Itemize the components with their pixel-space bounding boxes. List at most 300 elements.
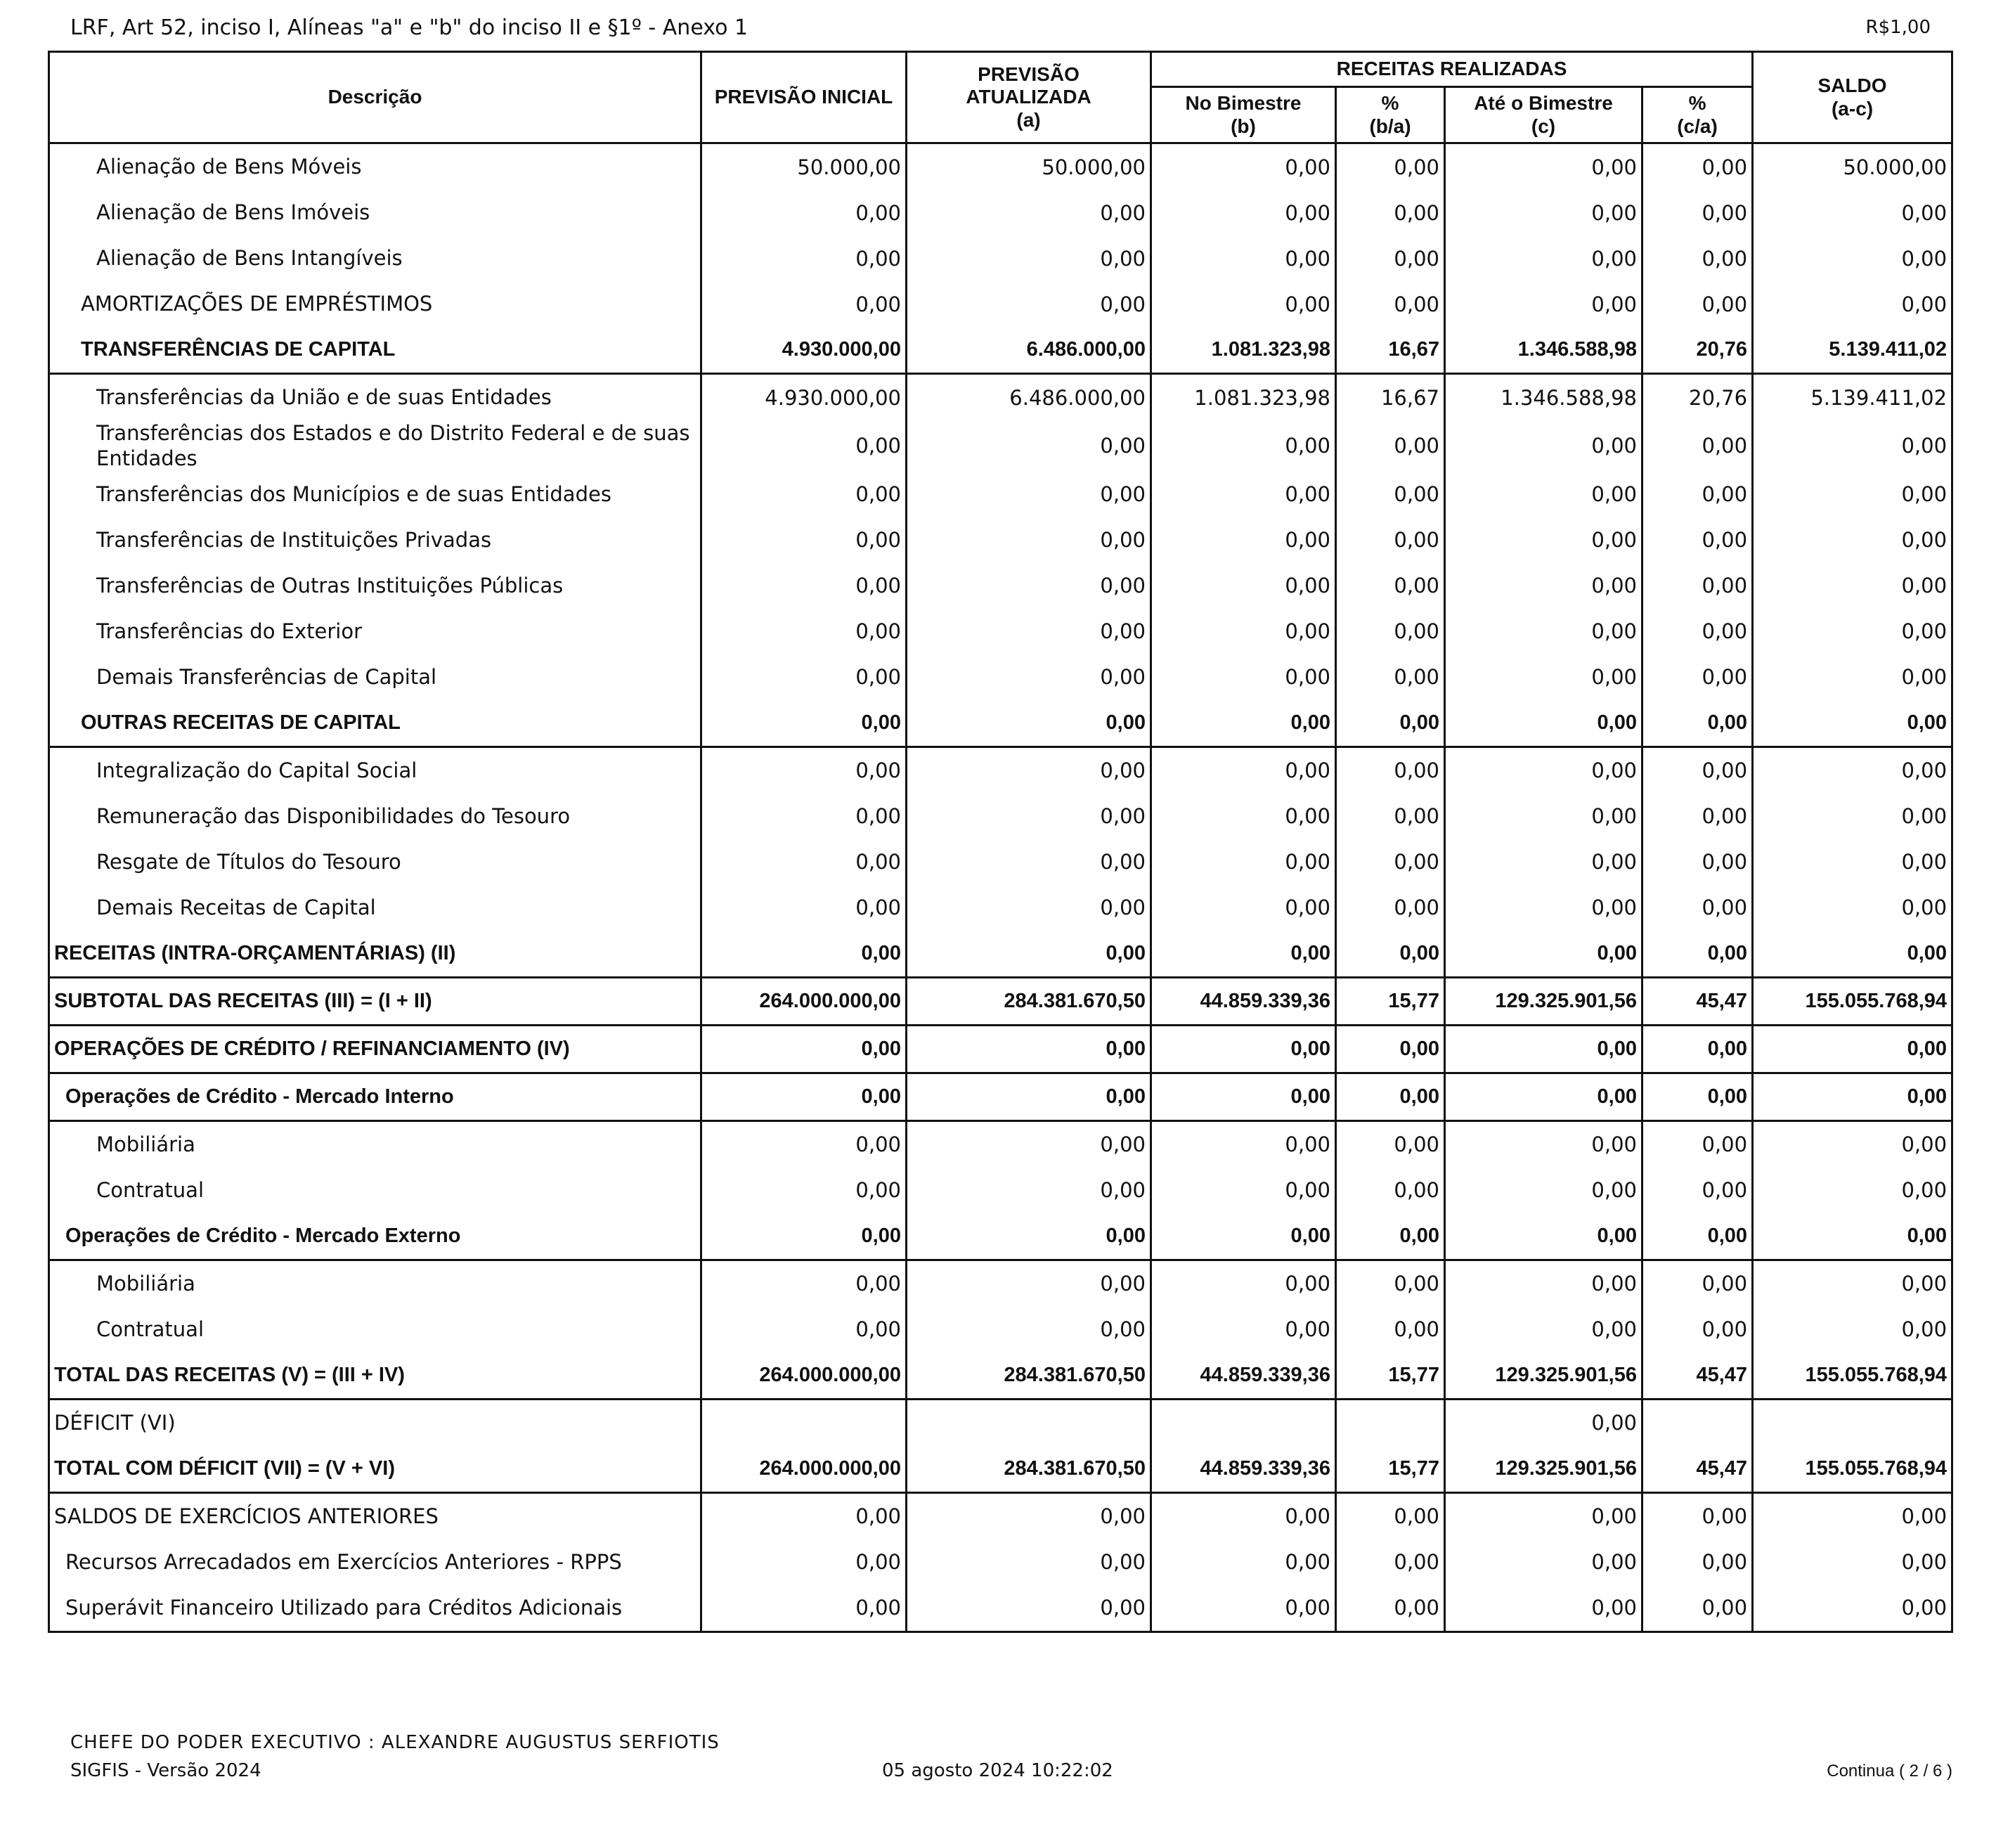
- report-title: LRF, Art 52, inciso I, Alíneas "a" e "b" do inciso II e §1º - Anexo 1: [70, 15, 748, 40]
- cell-previsao-atualizada: 0,00: [907, 1260, 1151, 1307]
- cell-no-bimestre: 0,00: [1151, 281, 1336, 327]
- table-row: [49, 563, 1952, 609]
- cell-pct-ba: 0,00: [1336, 517, 1445, 563]
- cell-pct-ca: 0,00: [1642, 281, 1753, 327]
- cell-pct-ba: 0,00: [1336, 839, 1445, 885]
- cell-pct-ca: 0,00: [1642, 931, 1753, 978]
- cell-previsao-atualizada: 0,00: [907, 563, 1151, 609]
- cell-no-bimestre: 0,00: [1151, 1585, 1336, 1632]
- cell-pct-ba: 0,00: [1336, 1492, 1445, 1539]
- table-row: [49, 1073, 1952, 1120]
- cell-pct-ca: 0,00: [1642, 794, 1753, 839]
- cell-previsao-atualizada: 284.381.670,50: [907, 977, 1151, 1025]
- table-row: [49, 327, 1952, 374]
- cell-pct-ca: 0,00: [1642, 190, 1753, 235]
- cell-ate-bimestre: 1.346.588,98: [1445, 374, 1642, 421]
- cell-pct-ba: 0,00: [1336, 420, 1445, 472]
- cell-pct-ca: 0,00: [1642, 1492, 1753, 1539]
- cell-previsao-atualizada: 0,00: [907, 517, 1151, 563]
- cell-previsao-atualizada: 0,00: [907, 1025, 1151, 1073]
- cell-previsao-inicial: 0,00: [701, 1585, 907, 1632]
- cell-pct-ba: 0,00: [1336, 1073, 1445, 1120]
- cell-previsao-inicial: 0,00: [701, 794, 907, 839]
- cell-previsao-inicial: [701, 1399, 907, 1446]
- cell-pct-ba: 15,77: [1336, 1352, 1445, 1400]
- cell-pct-ca: 0,00: [1642, 235, 1753, 281]
- row-description: Contratual: [49, 1168, 701, 1213]
- footer-page-indicator: Continua ( 2 / 6 ): [1827, 1762, 1952, 1781]
- table-row: [49, 420, 1952, 472]
- cell-saldo: 0,00: [1753, 420, 1952, 472]
- cell-pct-ca: 45,47: [1642, 977, 1753, 1025]
- cell-previsao-inicial: 0,00: [701, 1307, 907, 1352]
- table-row: [49, 1213, 1952, 1260]
- cell-pct-ca: 0,00: [1642, 1213, 1753, 1260]
- cell-pct-ba: 15,77: [1336, 977, 1445, 1025]
- row-description: OPERAÇÕES DE CRÉDITO / REFINANCIAMENTO (IV): [49, 1025, 701, 1073]
- cell-previsao-atualizada: 0,00: [907, 1307, 1151, 1352]
- cell-previsao-atualizada: 50.000,00: [907, 143, 1151, 190]
- row-description: Transferências de Instituições Privadas: [49, 517, 701, 563]
- cell-ate-bimestre: 0,00: [1445, 1260, 1642, 1307]
- row-description: OUTRAS RECEITAS DE CAPITAL: [49, 700, 701, 747]
- cell-no-bimestre: 1.081.323,98: [1151, 374, 1336, 421]
- table-row: [49, 472, 1952, 517]
- cell-previsao-inicial: 0,00: [701, 1260, 907, 1307]
- row-description: Transferências da União e de suas Entidades: [49, 374, 701, 421]
- cell-pct-ca: 0,00: [1642, 700, 1753, 747]
- currency-unit: R$1,00: [1865, 17, 1931, 38]
- cell-no-bimestre: 0,00: [1151, 794, 1336, 839]
- cell-previsao-inicial: 0,00: [701, 1539, 907, 1585]
- table-body: [49, 143, 1952, 1632]
- cell-previsao-inicial: 0,00: [701, 700, 907, 747]
- cell-ate-bimestre: 0,00: [1445, 1399, 1642, 1446]
- cell-ate-bimestre: 0,00: [1445, 1168, 1642, 1213]
- cell-previsao-atualizada: 0,00: [907, 420, 1151, 472]
- cell-saldo: 0,00: [1753, 517, 1952, 563]
- cell-previsao-atualizada: 0,00: [907, 700, 1151, 747]
- row-description: Alienação de Bens Intangíveis: [49, 235, 701, 281]
- column-header-previsao-atualizada: PREVISÃO ATUALIZADA (a): [907, 52, 1151, 143]
- cell-pct-ba: 16,67: [1336, 327, 1445, 374]
- cell-pct-ba: 0,00: [1336, 700, 1445, 747]
- cell-no-bimestre: 44.859.339,36: [1151, 1446, 1336, 1493]
- footer-system-version: SIGFIS - Versão 2024: [70, 1760, 261, 1781]
- column-header-ate-bimestre: Até o Bimestre (c): [1445, 87, 1642, 143]
- cell-saldo: 0,00: [1753, 1213, 1952, 1260]
- cell-saldo: 0,00: [1753, 1168, 1952, 1213]
- cell-no-bimestre: 44.859.339,36: [1151, 1352, 1336, 1400]
- cell-saldo: 0,00: [1753, 839, 1952, 885]
- cell-previsao-inicial: 0,00: [701, 654, 907, 700]
- budget-execution-table: [48, 51, 1953, 1633]
- cell-no-bimestre: 0,00: [1151, 563, 1336, 609]
- cell-previsao-inicial: 0,00: [701, 1120, 907, 1168]
- table-row: [49, 1492, 1952, 1539]
- cell-ate-bimestre: 0,00: [1445, 654, 1642, 700]
- cell-pct-ca: 0,00: [1642, 1073, 1753, 1120]
- table-row: [49, 700, 1952, 747]
- table-row: [49, 190, 1952, 235]
- cell-previsao-inicial: 0,00: [701, 517, 907, 563]
- cell-saldo: 5.139.411,02: [1753, 327, 1952, 374]
- cell-pct-ba: 0,00: [1336, 747, 1445, 794]
- cell-previsao-inicial: 0,00: [701, 747, 907, 794]
- cell-previsao-inicial: 264.000.000,00: [701, 1446, 907, 1493]
- column-header-descricao: Descrição: [49, 52, 701, 143]
- table-row: [49, 1120, 1952, 1168]
- row-description: Transferências dos Municípios e de suas Entidades: [49, 472, 701, 517]
- cell-saldo: [1753, 1399, 1952, 1446]
- column-header-pct-ba: % (b/a): [1336, 87, 1445, 143]
- cell-ate-bimestre: 0,00: [1445, 700, 1642, 747]
- table-row: [49, 839, 1952, 885]
- cell-no-bimestre: 0,00: [1151, 190, 1336, 235]
- table-row: [49, 143, 1952, 190]
- row-description: Operações de Crédito - Mercado Externo: [49, 1213, 701, 1260]
- cell-previsao-atualizada: 0,00: [907, 1073, 1151, 1120]
- cell-saldo: 0,00: [1753, 654, 1952, 700]
- cell-pct-ca: 0,00: [1642, 1539, 1753, 1585]
- cell-pct-ca: 0,00: [1642, 143, 1753, 190]
- table-row: [49, 609, 1952, 654]
- cell-ate-bimestre: 0,00: [1445, 931, 1642, 978]
- cell-no-bimestre: 44.859.339,36: [1151, 977, 1336, 1025]
- table-row: [49, 794, 1952, 839]
- cell-saldo: 0,00: [1753, 931, 1952, 978]
- table-row: [49, 517, 1952, 563]
- cell-ate-bimestre: 0,00: [1445, 472, 1642, 517]
- cell-no-bimestre: 0,00: [1151, 1168, 1336, 1213]
- cell-pct-ca: 0,00: [1642, 609, 1753, 654]
- cell-previsao-atualizada: 0,00: [907, 747, 1151, 794]
- cell-previsao-atualizada: 0,00: [907, 885, 1151, 931]
- cell-ate-bimestre: 0,00: [1445, 794, 1642, 839]
- cell-no-bimestre: 0,00: [1151, 420, 1336, 472]
- cell-saldo: 0,00: [1753, 1585, 1952, 1632]
- cell-saldo: 0,00: [1753, 281, 1952, 327]
- cell-pct-ba: 15,77: [1336, 1446, 1445, 1493]
- cell-saldo: 0,00: [1753, 1492, 1952, 1539]
- cell-previsao-atualizada: 6.486.000,00: [907, 327, 1151, 374]
- table-row: [49, 1399, 1952, 1446]
- cell-previsao-atualizada: 0,00: [907, 1539, 1151, 1585]
- cell-previsao-atualizada: 0,00: [907, 190, 1151, 235]
- cell-saldo: 155.055.768,94: [1753, 1352, 1952, 1400]
- row-description: Contratual: [49, 1307, 701, 1352]
- cell-no-bimestre: 0,00: [1151, 931, 1336, 978]
- cell-no-bimestre: 0,00: [1151, 1260, 1336, 1307]
- footer-executive-chief: CHEFE DO PODER EXECUTIVO : ALEXANDRE AUGUSTUS SERFIOTIS: [70, 1732, 720, 1753]
- table-row: [49, 1446, 1952, 1493]
- cell-pct-ca: 45,47: [1642, 1446, 1753, 1493]
- table-row: [49, 1585, 1952, 1632]
- table-row: [49, 281, 1952, 327]
- cell-ate-bimestre: 1.346.588,98: [1445, 327, 1642, 374]
- cell-pct-ba: 0,00: [1336, 1025, 1445, 1073]
- cell-previsao-inicial: 0,00: [701, 1213, 907, 1260]
- row-description: Mobiliária: [49, 1260, 701, 1307]
- cell-previsao-atualizada: [907, 1399, 1151, 1446]
- cell-no-bimestre: 0,00: [1151, 839, 1336, 885]
- cell-previsao-inicial: 264.000.000,00: [701, 977, 907, 1025]
- cell-pct-ba: 0,00: [1336, 931, 1445, 978]
- row-description: Recursos Arrecadados em Exercícios Anteriores - RPPS: [49, 1539, 701, 1585]
- cell-saldo: 0,00: [1753, 1120, 1952, 1168]
- cell-saldo: 5.139.411,02: [1753, 374, 1952, 421]
- row-description: Transferências dos Estados e do Distrito Federal e de suas Entidades: [49, 420, 701, 472]
- cell-ate-bimestre: 129.325.901,56: [1445, 1446, 1642, 1493]
- table-row: [49, 235, 1952, 281]
- cell-saldo: 0,00: [1753, 1260, 1952, 1307]
- cell-previsao-inicial: 0,00: [701, 1492, 907, 1539]
- cell-no-bimestre: 0,00: [1151, 654, 1336, 700]
- cell-pct-ca: 0,00: [1642, 1585, 1753, 1632]
- cell-ate-bimestre: 0,00: [1445, 1213, 1642, 1260]
- cell-saldo: 0,00: [1753, 190, 1952, 235]
- cell-pct-ba: 0,00: [1336, 654, 1445, 700]
- cell-pct-ca: 45,47: [1642, 1352, 1753, 1400]
- cell-ate-bimestre: 0,00: [1445, 517, 1642, 563]
- column-header-pct-ca: % (c/a): [1642, 87, 1753, 143]
- cell-saldo: 0,00: [1753, 1307, 1952, 1352]
- table-row: [49, 747, 1952, 794]
- cell-pct-ba: 0,00: [1336, 1307, 1445, 1352]
- cell-pct-ba: 0,00: [1336, 235, 1445, 281]
- table-row: [49, 374, 1952, 421]
- cell-previsao-inicial: 0,00: [701, 1168, 907, 1213]
- cell-previsao-inicial: 0,00: [701, 839, 907, 885]
- cell-ate-bimestre: 0,00: [1445, 190, 1642, 235]
- row-description: Resgate de Títulos do Tesouro: [49, 839, 701, 885]
- cell-saldo: 155.055.768,94: [1753, 977, 1952, 1025]
- cell-saldo: 0,00: [1753, 472, 1952, 517]
- cell-pct-ca: 20,76: [1642, 327, 1753, 374]
- column-header-saldo: SALDO (a-c): [1753, 52, 1952, 143]
- cell-no-bimestre: 1.081.323,98: [1151, 327, 1336, 374]
- cell-previsao-inicial: 4.930.000,00: [701, 374, 907, 421]
- cell-saldo: 50.000,00: [1753, 143, 1952, 190]
- table-row: [49, 1352, 1952, 1400]
- cell-saldo: 0,00: [1753, 235, 1952, 281]
- cell-previsao-inicial: 0,00: [701, 235, 907, 281]
- cell-previsao-inicial: 0,00: [701, 931, 907, 978]
- cell-previsao-atualizada: 0,00: [907, 472, 1151, 517]
- cell-saldo: 0,00: [1753, 563, 1952, 609]
- cell-ate-bimestre: 129.325.901,56: [1445, 977, 1642, 1025]
- cell-ate-bimestre: 0,00: [1445, 1120, 1642, 1168]
- cell-pct-ba: 0,00: [1336, 1260, 1445, 1307]
- row-description: Mobiliária: [49, 1120, 701, 1168]
- cell-ate-bimestre: 0,00: [1445, 747, 1642, 794]
- cell-pct-ca: 0,00: [1642, 885, 1753, 931]
- table-row: [49, 1260, 1952, 1307]
- cell-ate-bimestre: 0,00: [1445, 1539, 1642, 1585]
- row-description: RECEITAS (INTRA-ORÇAMENTÁRIAS) (II): [49, 931, 701, 978]
- table-row: [49, 1168, 1952, 1213]
- cell-previsao-atualizada: 0,00: [907, 609, 1151, 654]
- cell-ate-bimestre: 0,00: [1445, 609, 1642, 654]
- column-header-previsao-inicial: PREVISÃO INICIAL: [701, 52, 907, 143]
- cell-pct-ba: 0,00: [1336, 190, 1445, 235]
- cell-ate-bimestre: 0,00: [1445, 1307, 1642, 1352]
- cell-pct-ca: 0,00: [1642, 839, 1753, 885]
- cell-previsao-inicial: 264.000.000,00: [701, 1352, 907, 1400]
- column-header-receitas-realizadas: RECEITAS REALIZADAS: [1151, 52, 1753, 87]
- cell-no-bimestre: 0,00: [1151, 235, 1336, 281]
- cell-ate-bimestre: 0,00: [1445, 281, 1642, 327]
- row-description: DÉFICIT (VI): [49, 1399, 701, 1446]
- cell-previsao-inicial: 0,00: [701, 885, 907, 931]
- footer-datetime: 05 agosto 2024 10:22:02: [882, 1760, 1113, 1781]
- cell-no-bimestre: 0,00: [1151, 885, 1336, 931]
- row-description: TOTAL COM DÉFICIT (VII) = (V + VI): [49, 1446, 701, 1493]
- cell-previsao-inicial: 0,00: [701, 190, 907, 235]
- cell-previsao-atualizada: 0,00: [907, 235, 1151, 281]
- row-description: Integralização do Capital Social: [49, 747, 701, 794]
- cell-previsao-atualizada: 0,00: [907, 794, 1151, 839]
- row-description: Alienação de Bens Móveis: [49, 143, 701, 190]
- cell-saldo: 0,00: [1753, 747, 1952, 794]
- cell-ate-bimestre: 0,00: [1445, 1492, 1642, 1539]
- cell-pct-ca: 0,00: [1642, 1168, 1753, 1213]
- cell-no-bimestre: 0,00: [1151, 1120, 1336, 1168]
- cell-no-bimestre: 0,00: [1151, 143, 1336, 190]
- row-description: Demais Transferências de Capital: [49, 654, 701, 700]
- cell-saldo: 0,00: [1753, 700, 1952, 747]
- cell-previsao-atualizada: 0,00: [907, 931, 1151, 978]
- cell-ate-bimestre: 0,00: [1445, 143, 1642, 190]
- cell-pct-ca: 20,76: [1642, 374, 1753, 421]
- cell-pct-ba: 0,00: [1336, 1168, 1445, 1213]
- cell-ate-bimestre: 0,00: [1445, 1025, 1642, 1073]
- cell-pct-ba: 0,00: [1336, 281, 1445, 327]
- cell-previsao-atualizada: 0,00: [907, 839, 1151, 885]
- row-description: Alienação de Bens Imóveis: [49, 190, 701, 235]
- cell-previsao-inicial: 0,00: [701, 281, 907, 327]
- cell-previsao-inicial: 4.930.000,00: [701, 327, 907, 374]
- cell-no-bimestre: 0,00: [1151, 747, 1336, 794]
- table-row: [49, 1025, 1952, 1073]
- cell-ate-bimestre: 0,00: [1445, 235, 1642, 281]
- cell-ate-bimestre: 0,00: [1445, 1073, 1642, 1120]
- cell-saldo: 0,00: [1753, 609, 1952, 654]
- cell-no-bimestre: 0,00: [1151, 1539, 1336, 1585]
- cell-previsao-atualizada: 0,00: [907, 281, 1151, 327]
- table-row: [49, 885, 1952, 931]
- cell-previsao-inicial: 0,00: [701, 609, 907, 654]
- cell-pct-ca: 0,00: [1642, 654, 1753, 700]
- cell-previsao-atualizada: 0,00: [907, 1168, 1151, 1213]
- cell-no-bimestre: [1151, 1399, 1336, 1446]
- cell-no-bimestre: 0,00: [1151, 1025, 1336, 1073]
- cell-previsao-atualizada: 0,00: [907, 1492, 1151, 1539]
- cell-pct-ca: 0,00: [1642, 517, 1753, 563]
- cell-pct-ba: 0,00: [1336, 563, 1445, 609]
- cell-pct-ca: 0,00: [1642, 420, 1753, 472]
- cell-pct-ba: 0,00: [1336, 1213, 1445, 1260]
- cell-saldo: 0,00: [1753, 1025, 1952, 1073]
- cell-previsao-inicial: 0,00: [701, 420, 907, 472]
- cell-pct-ca: 0,00: [1642, 1120, 1753, 1168]
- row-description: Demais Receitas de Capital: [49, 885, 701, 931]
- cell-no-bimestre: 0,00: [1151, 1307, 1336, 1352]
- cell-previsao-inicial: 0,00: [701, 563, 907, 609]
- cell-no-bimestre: 0,00: [1151, 517, 1336, 563]
- cell-ate-bimestre: 0,00: [1445, 839, 1642, 885]
- row-description: Superávit Financeiro Utilizado para Créditos Adicionais: [49, 1585, 701, 1632]
- cell-saldo: 0,00: [1753, 1073, 1952, 1120]
- cell-no-bimestre: 0,00: [1151, 1073, 1336, 1120]
- cell-saldo: 0,00: [1753, 885, 1952, 931]
- cell-saldo: 155.055.768,94: [1753, 1446, 1952, 1493]
- cell-pct-ca: 0,00: [1642, 747, 1753, 794]
- cell-pct-ba: 0,00: [1336, 885, 1445, 931]
- cell-pct-ba: 0,00: [1336, 1120, 1445, 1168]
- cell-no-bimestre: 0,00: [1151, 609, 1336, 654]
- cell-ate-bimestre: 129.325.901,56: [1445, 1352, 1642, 1400]
- cell-pct-ca: [1642, 1399, 1753, 1446]
- row-description: SALDOS DE EXERCÍCIOS ANTERIORES: [49, 1492, 701, 1539]
- row-description: Transferências do Exterior: [49, 609, 701, 654]
- cell-no-bimestre: 0,00: [1151, 1492, 1336, 1539]
- cell-previsao-inicial: 0,00: [701, 1025, 907, 1073]
- table-row: [49, 931, 1952, 978]
- cell-ate-bimestre: 0,00: [1445, 563, 1642, 609]
- row-description: Remuneração das Disponibilidades do Tesouro: [49, 794, 701, 839]
- cell-ate-bimestre: 0,00: [1445, 420, 1642, 472]
- cell-ate-bimestre: 0,00: [1445, 885, 1642, 931]
- cell-pct-ba: 0,00: [1336, 794, 1445, 839]
- cell-no-bimestre: 0,00: [1151, 700, 1336, 747]
- table-row: [49, 1307, 1952, 1352]
- cell-pct-ba: 0,00: [1336, 609, 1445, 654]
- cell-pct-ba: [1336, 1399, 1445, 1446]
- table-row: [49, 977, 1952, 1025]
- cell-pct-ca: 0,00: [1642, 1260, 1753, 1307]
- row-description: Transferências de Outras Instituições Públicas: [49, 563, 701, 609]
- cell-pct-ba: 16,67: [1336, 374, 1445, 421]
- row-description: TRANSFERÊNCIAS DE CAPITAL: [49, 327, 701, 374]
- column-header-no-bimestre: No Bimestre (b): [1151, 87, 1336, 143]
- cell-previsao-inicial: 50.000,00: [701, 143, 907, 190]
- cell-saldo: 0,00: [1753, 1539, 1952, 1585]
- table-row: [49, 1539, 1952, 1585]
- cell-previsao-atualizada: 0,00: [907, 1213, 1151, 1260]
- table-row: [49, 654, 1952, 700]
- cell-ate-bimestre: 0,00: [1445, 1585, 1642, 1632]
- cell-previsao-inicial: 0,00: [701, 472, 907, 517]
- cell-previsao-atualizada: 284.381.670,50: [907, 1352, 1151, 1400]
- cell-pct-ba: 0,00: [1336, 143, 1445, 190]
- row-description: Operações de Crédito - Mercado Interno: [49, 1073, 701, 1120]
- cell-saldo: 0,00: [1753, 794, 1952, 839]
- cell-previsao-atualizada: 6.486.000,00: [907, 374, 1151, 421]
- row-description: TOTAL DAS RECEITAS (V) = (III + IV): [49, 1352, 701, 1400]
- cell-pct-ba: 0,00: [1336, 1539, 1445, 1585]
- cell-pct-ba: 0,00: [1336, 472, 1445, 517]
- row-description: SUBTOTAL DAS RECEITAS (III) = (I + II): [49, 977, 701, 1025]
- row-description: AMORTIZAÇÕES DE EMPRÉSTIMOS: [49, 281, 701, 327]
- cell-previsao-inicial: 0,00: [701, 1073, 907, 1120]
- cell-previsao-atualizada: 0,00: [907, 654, 1151, 700]
- cell-pct-ca: 0,00: [1642, 563, 1753, 609]
- cell-pct-ca: 0,00: [1642, 472, 1753, 517]
- cell-previsao-atualizada: 0,00: [907, 1120, 1151, 1168]
- cell-no-bimestre: 0,00: [1151, 472, 1336, 517]
- cell-previsao-atualizada: 0,00: [907, 1585, 1151, 1632]
